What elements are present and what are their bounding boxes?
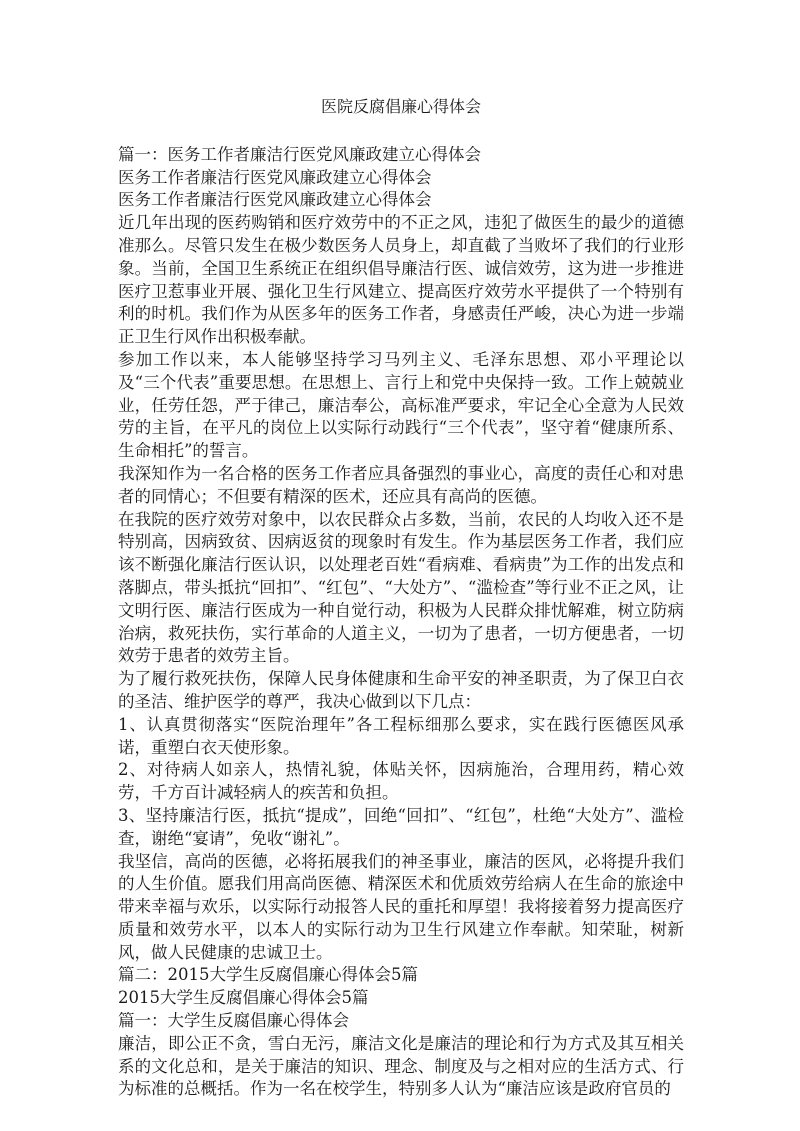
document-page xyxy=(118,96,684,1101)
body-paragraph: 在我院的医疗效劳对象中，以农民群众占多数，当前，农民的人均收入还不是特别高，因病致贫、因病返贫的现象时有发生。作为基层医务工作者，我们应该不断强化廉洁行医认识，以处理老百姓“看病难、看病贵”为工作的出发点和落脚点，带头抵抗“回扣”、“红包”、“大处方”、“滥检查”等行业不正之风，让文明行医、廉洁行医成为一种自觉行动，积极为人民群众排忧解难，树立防病治病，救死扶伤，实行革命的人道主义，一切为了患者，一切方便患者，一切效劳于患者的效劳主旨。 xyxy=(118,509,684,666)
document-title: 医院反腐倡廉心得体会 xyxy=(320,97,481,116)
body-paragraph: 近几年出现的医药购销和医疗效劳中的不正之风，违犯了做医生的最少的道德准那么。尽管只发生在极少数医务人员身上，却直截了当败坏了我们的行业形象。当前，全国卫生系统正在组织倡导廉洁行医、诚信效劳，这为进一步推进医疗卫惹事业开展、强化卫生行风建立、提高医疗效劳水平提供了一个特别有利的时机。我们作为从医多年的医务工作者，身感责任严峻，决心为进一步端正卫生行风作出积极奉献。 xyxy=(118,213,684,347)
body-paragraph: 我深知作为一名合格的医务工作者应具备强烈的事业心，高度的责任心和对患者的同情心；不但要有精深的医术，还应具有高尚的医德。 xyxy=(118,463,684,506)
body-paragraph: 廉洁，即公正不贪，雪白无污，廉洁文化是廉洁的理论和行为方式及其互相关系的文化总和，是关于廉洁的知识、理念、制度及与之相对应的生活方式、行为标准的总概括。作为一名在校学生，特别多人认为“廉洁应该是政府官员的 xyxy=(118,1033,684,1099)
heading-line: 2015大学生反腐倡廉心得体会5篇 xyxy=(118,988,369,1008)
document-body xyxy=(118,144,684,1101)
body-paragraph: 我坚信，高尚的医德，必将拓展我们的神圣事业，廉洁的医风，必将提升我们的人生价值。愿我们用高尚医德、精深医术和优质效劳给病人在生命的旅途中带来幸福与欢乐，以实际行动报答人民的重托和厚望！我将接着努力提高医疗质量和效劳水平，以本人的实际行动为卫生行风建立作奉献。知荣耻，树新风，做人民健康的忠诚卫士。 xyxy=(118,851,684,962)
heading-line: 医务工作者廉洁行医党风廉政建立心得体会 xyxy=(118,167,432,187)
body-paragraph: 3、坚持廉洁行医，抵抗“提成”，回绝“回扣”、“红包”，杜绝“大处方”、滥检查，谢绝“宴请”，免收“谢礼”。 xyxy=(118,805,684,848)
heading-line: 篇二：2015大学生反腐倡廉心得体会5篇 xyxy=(118,965,418,985)
body-paragraph: 1、认真贯彻落实“医院治理年”各工程标细那么要求，实在践行医德医风承诺，重塑白衣天使形象。 xyxy=(118,714,684,757)
heading-line: 篇一：医务工作者廉洁行医党风廉政建立心得体会 xyxy=(118,144,481,164)
heading-line: 篇一：大学生反腐倡廉心得体会 xyxy=(118,1011,349,1031)
body-paragraph: 为了履行救死扶伤，保障人民身体健康和生命平安的神圣职责，为了保卫白衣的圣洁、维护医学的尊严，我决心做到以下几点： xyxy=(118,669,684,711)
body-paragraph: 2、对待病人如亲人，热情礼貌，体贴关怀，因病施治，合理用药，精心效劳，千方百计减轻病人的疾苦和负担。 xyxy=(118,760,684,803)
body-paragraph: 参加工作以来，本人能够坚持学习马列主义、毛泽东思想、邓小平理论以及“三个代表”重要思想。在思想上、言行上和党中央保持一致。工作上兢兢业业，任劳任怨，严于律己，廉洁奉公，高标准严要求，牢记全心全意为人民效劳的主旨，在平凡的岗位上以实际行动践行“三个代表”，坚守着“健康所系、生命相托”的誓言。 xyxy=(118,349,684,461)
heading-line: 医务工作者廉洁行医党风廉政建立心得体会 xyxy=(118,190,432,210)
